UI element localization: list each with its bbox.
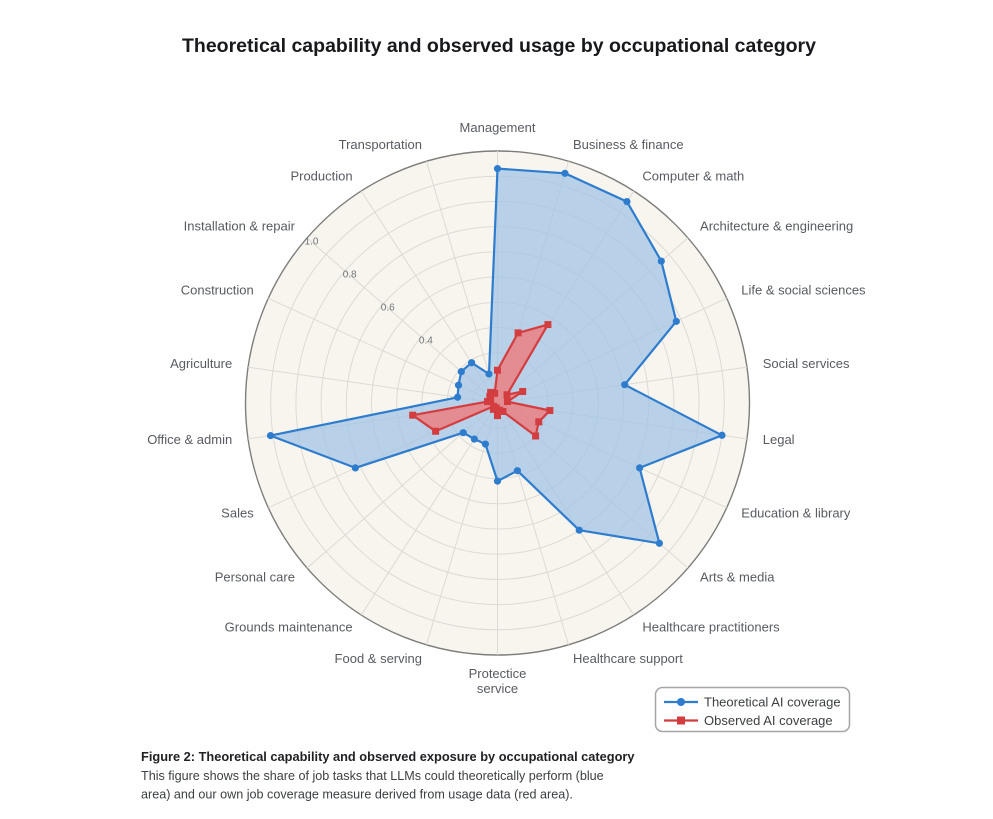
data-point-theoretical <box>623 198 630 205</box>
data-point-theoretical <box>636 464 643 471</box>
figure-caption <box>141 749 635 802</box>
caption-body-line1: This figure shows the share of job tasks that LLMs could theoretically perform (blue <box>141 769 604 783</box>
data-point-observed <box>546 407 553 414</box>
data-point-observed <box>519 388 526 395</box>
chart-title: Theoretical capability and observed usage by occupational category <box>182 35 816 57</box>
data-point-theoretical <box>621 381 628 388</box>
data-point-theoretical <box>718 432 725 439</box>
caption-heading: Figure 2: Theoretical capability and observed exposure by occupational category <box>141 749 635 764</box>
data-point-theoretical <box>471 435 478 442</box>
data-point-observed <box>491 390 498 397</box>
legend-circle-marker-icon <box>677 698 685 706</box>
category-label-installation-repair: Installation & repair <box>183 218 295 234</box>
category-label-healthcare-support: Healthcare support <box>573 651 683 667</box>
data-point-observed <box>494 367 501 374</box>
data-point-observed <box>409 412 416 419</box>
data-point-observed <box>532 433 539 440</box>
category-label-agriculture: Agriculture <box>170 356 233 372</box>
data-point-theoretical <box>494 165 501 172</box>
category-label-production: Production <box>290 168 353 184</box>
legend-label-theoretical: Theoretical AI coverage <box>704 694 841 710</box>
data-point-theoretical <box>561 170 568 177</box>
category-label-architecture-engineering: Architecture & engineering <box>700 218 854 234</box>
data-point-observed <box>432 428 439 435</box>
legend-label-observed: Observed AI coverage <box>704 713 833 728</box>
data-point-theoretical <box>458 368 465 375</box>
data-point-theoretical <box>482 441 489 448</box>
legend <box>656 688 850 732</box>
data-point-theoretical <box>454 394 461 401</box>
radial-tick-label: 1.0 <box>304 236 319 248</box>
data-point-theoretical <box>485 370 492 377</box>
category-label-arts-media: Arts & media <box>700 569 775 585</box>
radial-tick-label: 0.8 <box>342 269 357 281</box>
data-point-observed <box>504 391 511 398</box>
data-point-observed <box>494 412 501 419</box>
data-point-observed <box>504 398 511 405</box>
category-label-office-admin: Office & admin <box>147 432 233 448</box>
data-point-theoretical <box>514 467 521 474</box>
radial-tick-label: 0.4 <box>418 335 433 347</box>
data-point-theoretical <box>468 359 475 366</box>
category-label-sales: Sales <box>221 505 254 521</box>
data-point-theoretical <box>455 382 462 389</box>
data-point-observed <box>515 329 522 336</box>
category-label-food-serving: Food & serving <box>334 651 422 667</box>
legend-square-marker-icon <box>677 717 685 725</box>
radial-tick-label: 0.6 <box>380 302 395 314</box>
category-label-transportation: Transportation <box>338 137 422 153</box>
category-label-education-library: Education & library <box>741 505 851 521</box>
data-point-theoretical <box>494 478 501 485</box>
category-label-grounds-maintenance: Grounds maintenance <box>224 619 353 635</box>
data-point-observed <box>490 403 497 410</box>
category-label-personal-care: Personal care <box>214 569 295 585</box>
category-label-protectice-service: Protectice service <box>468 666 527 697</box>
data-point-theoretical <box>656 540 663 547</box>
data-point-observed <box>544 321 551 328</box>
data-point-theoretical <box>576 527 583 534</box>
category-label-business-finance: Business & finance <box>573 137 684 153</box>
category-label-healthcare-practitioners: Healthcare practitioners <box>642 619 780 635</box>
category-label-legal: Legal <box>762 432 795 448</box>
data-point-theoretical <box>460 429 467 436</box>
caption-body-line2: area) and our own job coverage measure derived from usage data (red area). <box>141 787 573 802</box>
data-point-theoretical <box>267 432 274 439</box>
data-point-observed <box>535 418 542 425</box>
category-label-construction: Construction <box>180 283 254 299</box>
data-point-theoretical <box>352 464 359 471</box>
category-label-management: Management <box>459 120 536 136</box>
category-label-computer-math: Computer & math <box>642 168 745 184</box>
category-label-social-services: Social services <box>762 356 850 372</box>
category-label-life-social-sciences: Life & social sciences <box>741 283 866 299</box>
data-point-theoretical <box>658 257 665 264</box>
data-point-theoretical <box>673 318 680 325</box>
radar-chart <box>147 120 866 696</box>
